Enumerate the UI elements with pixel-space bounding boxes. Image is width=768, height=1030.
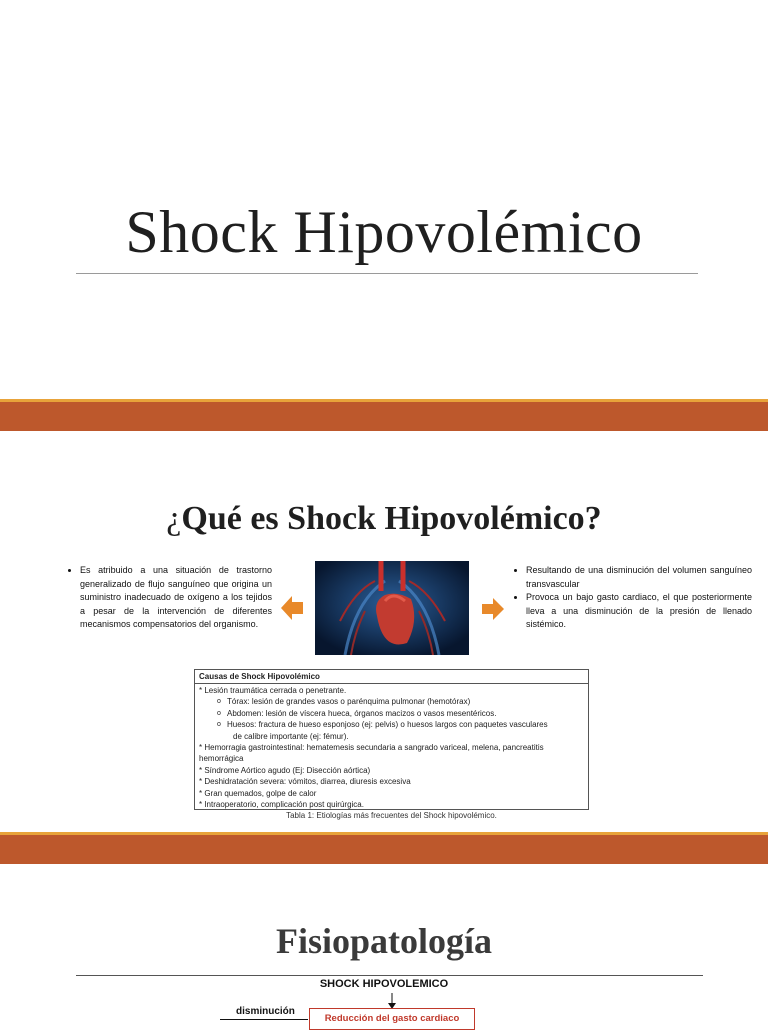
table-line: o Tórax: lesión de grandes vasos o parénquima pulmonar (hemotórax) xyxy=(199,696,584,707)
table-line: * Síndrome Aórtico agudo (Ej: Disección aórtica) xyxy=(199,765,371,775)
definition-left-column xyxy=(62,564,272,632)
definition-right-column xyxy=(508,564,752,632)
table-line: * Lesión traumática cerrada o penetrante. xyxy=(199,686,347,695)
arrow-right-icon xyxy=(482,598,504,620)
arrow-left-icon xyxy=(281,596,303,620)
title-prefix: ¿ xyxy=(166,500,182,537)
table-line: o Huesos: fractura de hueso esponjoso (ej: pelvis) o huesos largos con paquetes vasculares xyxy=(199,719,584,730)
right-item-1: • Resultando de una disminución del volumen sanguíneo transvascular xyxy=(526,564,752,591)
slide2-title xyxy=(0,500,768,538)
table-line: o Abdomen: lesión de víscera hueca, órganos macizos o vasos mesentéricos. xyxy=(199,708,584,719)
slide-separator-band xyxy=(0,832,768,864)
table-header: Causas de Shock Hipovolémico xyxy=(195,670,588,684)
slide1-title: Shock Hipovolémico xyxy=(125,199,643,265)
table-line: * Gran quemados, golpe de calor xyxy=(199,788,317,798)
right-item-2: • Provoca un bajo gasto cardiaco, el que posteriormente lleva a una disminución de la presión de llenado sistémico. xyxy=(526,591,752,632)
heart-anatomy-image xyxy=(315,561,469,655)
title-divider xyxy=(76,975,703,976)
title-main: Qué es Shock Hipovolémico? xyxy=(181,500,602,537)
slide-separator-band xyxy=(0,399,768,431)
title-divider xyxy=(76,273,698,274)
table-line: * Deshidratación severa: vómitos, diarrea, diuresis excesiva xyxy=(199,777,411,787)
table-line: * Intraoperatorio, complicación post quirúrgica. xyxy=(199,800,364,810)
flowchart-side-label: disminución xyxy=(236,1006,295,1017)
connector-line xyxy=(220,1019,308,1020)
flowchart-title: SHOCK HIPOVOLEMICO xyxy=(319,978,449,990)
slide3-title: Fisiopatología xyxy=(275,921,493,961)
causes-table xyxy=(194,669,589,810)
arrow-down-icon xyxy=(388,993,396,1009)
table-line: hemorrágica xyxy=(199,754,244,764)
table-line: * Hemorragia gastrointestinal: hematemesis secundaria a sangrado variceal, melena, pancreatitis xyxy=(199,743,544,753)
definition-text: • Es atribuido a una situación de trastorno generalizado de flujo sanguíneo que origina un suministro inadecuado de oxígeno a los tejidos a pesar de la intervención de diferentes mecanismos compensatorios del organismo. xyxy=(80,564,272,632)
flowchart-box: Reducción del gasto cardiaco xyxy=(309,1008,475,1030)
table-line: de calibre importante (ej: fémur). xyxy=(233,731,349,741)
table-caption: Tabla 1: Etiologías más frecuentes del Shock hipovolémico. xyxy=(286,811,497,820)
